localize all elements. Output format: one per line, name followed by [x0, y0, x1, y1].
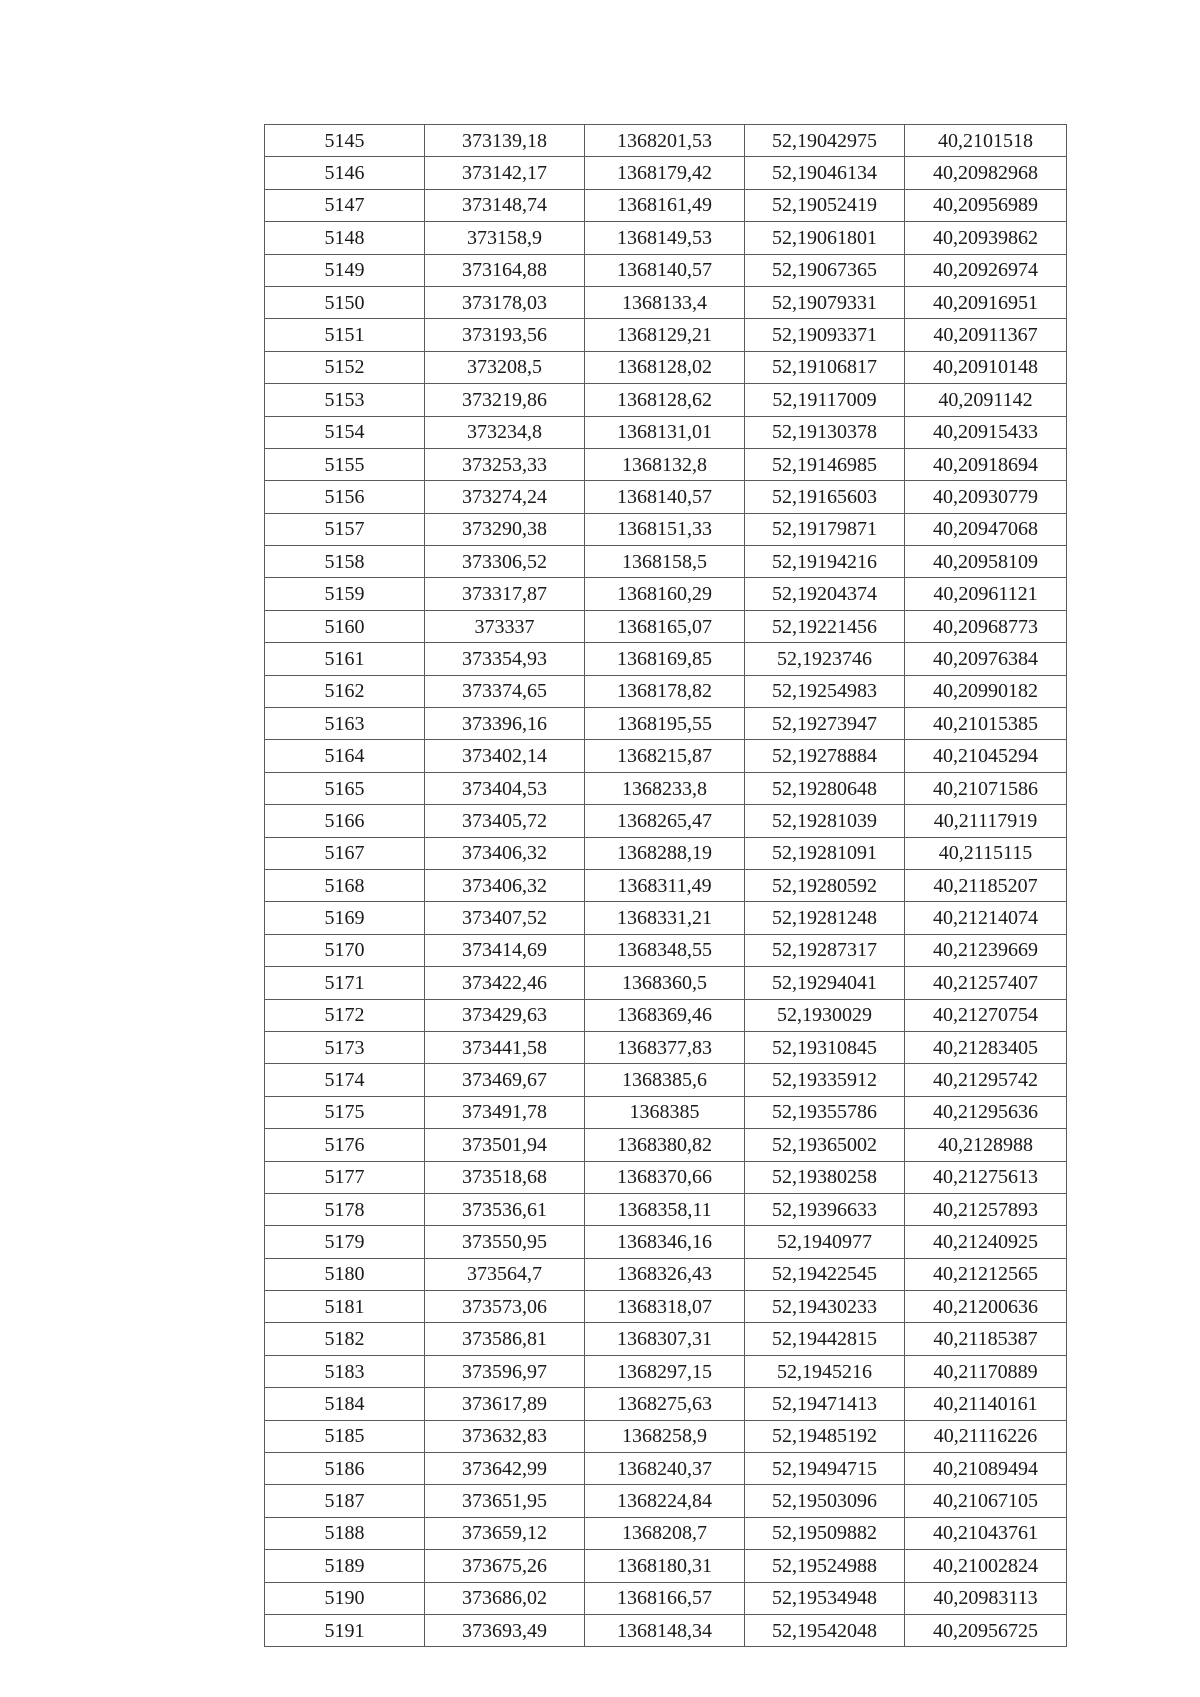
y-coordinate-cell: 1368128,62 [585, 384, 745, 416]
latitude-cell: 52,1923746 [745, 643, 905, 675]
y-coordinate-cell: 1368307,31 [585, 1323, 745, 1355]
x-coordinate-cell: 373686,02 [425, 1582, 585, 1614]
longitude-cell: 40,21071586 [905, 772, 1067, 804]
x-coordinate-cell: 373406,32 [425, 869, 585, 901]
point-number-cell: 5185 [265, 1420, 425, 1452]
latitude-cell: 52,19396633 [745, 1193, 905, 1225]
longitude-cell: 40,21275613 [905, 1161, 1067, 1193]
longitude-cell: 40,20916951 [905, 286, 1067, 318]
x-coordinate-cell: 373407,52 [425, 902, 585, 934]
latitude-cell: 52,1940977 [745, 1226, 905, 1258]
x-coordinate-cell: 373317,87 [425, 578, 585, 610]
table-row [265, 1064, 1067, 1096]
latitude-cell: 52,19494715 [745, 1453, 905, 1485]
table-row [265, 1096, 1067, 1128]
longitude-cell: 40,21185207 [905, 869, 1067, 901]
latitude-cell: 52,19146985 [745, 448, 905, 480]
table-row [265, 1291, 1067, 1323]
point-number-cell: 5164 [265, 740, 425, 772]
table-row [265, 1226, 1067, 1258]
longitude-cell: 40,21117919 [905, 805, 1067, 837]
x-coordinate-cell: 373354,93 [425, 643, 585, 675]
table-row [265, 999, 1067, 1031]
x-coordinate-cell: 373550,95 [425, 1226, 585, 1258]
latitude-cell: 52,19280592 [745, 869, 905, 901]
longitude-cell: 40,21214074 [905, 902, 1067, 934]
y-coordinate-cell: 1368149,53 [585, 222, 745, 254]
latitude-cell: 52,19106817 [745, 351, 905, 383]
longitude-cell: 40,20956725 [905, 1614, 1067, 1646]
latitude-cell: 52,19280648 [745, 772, 905, 804]
latitude-cell: 52,19310845 [745, 1031, 905, 1063]
y-coordinate-cell: 1368195,55 [585, 708, 745, 740]
y-coordinate-cell: 1368148,34 [585, 1614, 745, 1646]
longitude-cell: 40,20961121 [905, 578, 1067, 610]
y-coordinate-cell: 1368346,16 [585, 1226, 745, 1258]
latitude-cell: 52,19442815 [745, 1323, 905, 1355]
x-coordinate-cell: 373337 [425, 610, 585, 642]
x-coordinate-cell: 373573,06 [425, 1291, 585, 1323]
latitude-cell: 52,19471413 [745, 1388, 905, 1420]
x-coordinate-cell: 373491,78 [425, 1096, 585, 1128]
longitude-cell: 40,20926974 [905, 254, 1067, 286]
latitude-cell: 52,19165603 [745, 481, 905, 513]
longitude-cell: 40,2115115 [905, 837, 1067, 869]
x-coordinate-cell: 373675,26 [425, 1550, 585, 1582]
x-coordinate-cell: 373518,68 [425, 1161, 585, 1193]
point-number-cell: 5187 [265, 1485, 425, 1517]
table-row [265, 1129, 1067, 1161]
longitude-cell: 40,2091142 [905, 384, 1067, 416]
table-row [265, 1420, 1067, 1452]
table-row [265, 384, 1067, 416]
longitude-cell: 40,20976384 [905, 643, 1067, 675]
latitude-cell: 52,19273947 [745, 708, 905, 740]
x-coordinate-cell: 373632,83 [425, 1420, 585, 1452]
table-row [265, 222, 1067, 254]
latitude-cell: 52,19524988 [745, 1550, 905, 1582]
longitude-cell: 40,21295636 [905, 1096, 1067, 1128]
point-number-cell: 5149 [265, 254, 425, 286]
longitude-cell: 40,20956989 [905, 189, 1067, 221]
latitude-cell: 52,19046134 [745, 157, 905, 189]
point-number-cell: 5186 [265, 1453, 425, 1485]
latitude-cell: 52,19194216 [745, 546, 905, 578]
x-coordinate-cell: 373290,38 [425, 513, 585, 545]
point-number-cell: 5170 [265, 934, 425, 966]
latitude-cell: 52,19093371 [745, 319, 905, 351]
x-coordinate-cell: 373469,67 [425, 1064, 585, 1096]
longitude-cell: 40,21212565 [905, 1258, 1067, 1290]
point-number-cell: 5173 [265, 1031, 425, 1063]
y-coordinate-cell: 1368348,55 [585, 934, 745, 966]
point-number-cell: 5148 [265, 222, 425, 254]
x-coordinate-cell: 373404,53 [425, 772, 585, 804]
table-row [265, 546, 1067, 578]
point-number-cell: 5162 [265, 675, 425, 707]
point-number-cell: 5151 [265, 319, 425, 351]
point-number-cell: 5159 [265, 578, 425, 610]
point-number-cell: 5189 [265, 1550, 425, 1582]
latitude-cell: 52,19079331 [745, 286, 905, 318]
table-row [265, 416, 1067, 448]
y-coordinate-cell: 1368151,33 [585, 513, 745, 545]
point-number-cell: 5146 [265, 157, 425, 189]
latitude-cell: 52,1930029 [745, 999, 905, 1031]
table-row [265, 319, 1067, 351]
table-row [265, 1355, 1067, 1387]
x-coordinate-cell: 373402,14 [425, 740, 585, 772]
y-coordinate-cell: 1368201,53 [585, 125, 745, 157]
y-coordinate-cell: 1368240,37 [585, 1453, 745, 1485]
x-coordinate-cell: 373142,17 [425, 157, 585, 189]
x-coordinate-cell: 373374,65 [425, 675, 585, 707]
x-coordinate-cell: 373158,9 [425, 222, 585, 254]
longitude-cell: 40,21043761 [905, 1517, 1067, 1549]
coordinate-table-body [265, 125, 1067, 1647]
latitude-cell: 52,19509882 [745, 1517, 905, 1549]
point-number-cell: 5153 [265, 384, 425, 416]
latitude-cell: 52,19281091 [745, 837, 905, 869]
longitude-cell: 40,20911367 [905, 319, 1067, 351]
table-row [265, 157, 1067, 189]
point-number-cell: 5175 [265, 1096, 425, 1128]
x-coordinate-cell: 373651,95 [425, 1485, 585, 1517]
longitude-cell: 40,21270754 [905, 999, 1067, 1031]
x-coordinate-cell: 373208,5 [425, 351, 585, 383]
latitude-cell: 52,19380258 [745, 1161, 905, 1193]
latitude-cell: 52,19254983 [745, 675, 905, 707]
longitude-cell: 40,20910148 [905, 351, 1067, 383]
latitude-cell: 52,19430233 [745, 1291, 905, 1323]
table-row [265, 1453, 1067, 1485]
table-row [265, 902, 1067, 934]
table-row [265, 1550, 1067, 1582]
point-number-cell: 5183 [265, 1355, 425, 1387]
longitude-cell: 40,21015385 [905, 708, 1067, 740]
longitude-cell: 40,21200636 [905, 1291, 1067, 1323]
longitude-cell: 40,20990182 [905, 675, 1067, 707]
longitude-cell: 40,21170889 [905, 1355, 1067, 1387]
table-row [265, 513, 1067, 545]
latitude-cell: 52,19281248 [745, 902, 905, 934]
y-coordinate-cell: 1368180,31 [585, 1550, 745, 1582]
table-row [265, 578, 1067, 610]
y-coordinate-cell: 1368326,43 [585, 1258, 745, 1290]
y-coordinate-cell: 1368360,5 [585, 967, 745, 999]
y-coordinate-cell: 1368160,29 [585, 578, 745, 610]
y-coordinate-cell: 1368370,66 [585, 1161, 745, 1193]
point-number-cell: 5165 [265, 772, 425, 804]
longitude-cell: 40,21089494 [905, 1453, 1067, 1485]
table-row [265, 643, 1067, 675]
point-number-cell: 5158 [265, 546, 425, 578]
y-coordinate-cell: 1368233,8 [585, 772, 745, 804]
longitude-cell: 40,20918694 [905, 448, 1067, 480]
y-coordinate-cell: 1368169,85 [585, 643, 745, 675]
table-row [265, 1582, 1067, 1614]
table-row [265, 805, 1067, 837]
point-number-cell: 5174 [265, 1064, 425, 1096]
table-row [265, 708, 1067, 740]
point-number-cell: 5147 [265, 189, 425, 221]
latitude-cell: 52,19061801 [745, 222, 905, 254]
y-coordinate-cell: 1368331,21 [585, 902, 745, 934]
y-coordinate-cell: 1368318,07 [585, 1291, 745, 1323]
y-coordinate-cell: 1368275,63 [585, 1388, 745, 1420]
table-row [265, 1485, 1067, 1517]
y-coordinate-cell: 1368128,02 [585, 351, 745, 383]
y-coordinate-cell: 1368140,57 [585, 254, 745, 286]
latitude-cell: 52,19204374 [745, 578, 905, 610]
longitude-cell: 40,2128988 [905, 1129, 1067, 1161]
point-number-cell: 5176 [265, 1129, 425, 1161]
table-row [265, 1323, 1067, 1355]
x-coordinate-cell: 373164,88 [425, 254, 585, 286]
x-coordinate-cell: 373642,99 [425, 1453, 585, 1485]
point-number-cell: 5180 [265, 1258, 425, 1290]
y-coordinate-cell: 1368179,42 [585, 157, 745, 189]
latitude-cell: 52,19221456 [745, 610, 905, 642]
longitude-cell: 40,21002824 [905, 1550, 1067, 1582]
y-coordinate-cell: 1368178,82 [585, 675, 745, 707]
latitude-cell: 52,19542048 [745, 1614, 905, 1646]
x-coordinate-cell: 373564,7 [425, 1258, 585, 1290]
point-number-cell: 5188 [265, 1517, 425, 1549]
point-number-cell: 5154 [265, 416, 425, 448]
point-number-cell: 5150 [265, 286, 425, 318]
table-row [265, 1517, 1067, 1549]
point-number-cell: 5169 [265, 902, 425, 934]
longitude-cell: 40,20958109 [905, 546, 1067, 578]
latitude-cell: 52,19335912 [745, 1064, 905, 1096]
y-coordinate-cell: 1368161,49 [585, 189, 745, 221]
table-row [265, 125, 1067, 157]
x-coordinate-cell: 373193,56 [425, 319, 585, 351]
y-coordinate-cell: 1368358,11 [585, 1193, 745, 1225]
longitude-cell: 40,20982968 [905, 157, 1067, 189]
longitude-cell: 40,20983113 [905, 1582, 1067, 1614]
x-coordinate-cell: 373693,49 [425, 1614, 585, 1646]
point-number-cell: 5181 [265, 1291, 425, 1323]
table-row [265, 1388, 1067, 1420]
x-coordinate-cell: 373441,58 [425, 1031, 585, 1063]
x-coordinate-cell: 373396,16 [425, 708, 585, 740]
longitude-cell: 40,21045294 [905, 740, 1067, 772]
longitude-cell: 40,21295742 [905, 1064, 1067, 1096]
latitude-cell: 52,19130378 [745, 416, 905, 448]
table-row [265, 481, 1067, 513]
x-coordinate-cell: 373501,94 [425, 1129, 585, 1161]
point-number-cell: 5156 [265, 481, 425, 513]
latitude-cell: 52,19067365 [745, 254, 905, 286]
y-coordinate-cell: 1368215,87 [585, 740, 745, 772]
point-number-cell: 5168 [265, 869, 425, 901]
latitude-cell: 52,19365002 [745, 1129, 905, 1161]
longitude-cell: 40,20915433 [905, 416, 1067, 448]
latitude-cell: 52,19294041 [745, 967, 905, 999]
table-row [265, 1258, 1067, 1290]
x-coordinate-cell: 373234,8 [425, 416, 585, 448]
longitude-cell: 40,21239669 [905, 934, 1067, 966]
y-coordinate-cell: 1368377,83 [585, 1031, 745, 1063]
table-row [265, 837, 1067, 869]
y-coordinate-cell: 1368265,47 [585, 805, 745, 837]
table-row [265, 934, 1067, 966]
y-coordinate-cell: 1368385,6 [585, 1064, 745, 1096]
latitude-cell: 52,19485192 [745, 1420, 905, 1452]
x-coordinate-cell: 373659,12 [425, 1517, 585, 1549]
point-number-cell: 5177 [265, 1161, 425, 1193]
point-number-cell: 5161 [265, 643, 425, 675]
table-row [265, 740, 1067, 772]
latitude-cell: 52,19287317 [745, 934, 905, 966]
point-number-cell: 5171 [265, 967, 425, 999]
y-coordinate-cell: 1368380,82 [585, 1129, 745, 1161]
longitude-cell: 40,21116226 [905, 1420, 1067, 1452]
table-row [265, 1614, 1067, 1646]
x-coordinate-cell: 373219,86 [425, 384, 585, 416]
y-coordinate-cell: 1368165,07 [585, 610, 745, 642]
table-row [265, 967, 1067, 999]
table-row [265, 1193, 1067, 1225]
point-number-cell: 5145 [265, 125, 425, 157]
point-number-cell: 5157 [265, 513, 425, 545]
table-row [265, 189, 1067, 221]
table-row [265, 254, 1067, 286]
point-number-cell: 5172 [265, 999, 425, 1031]
x-coordinate-cell: 373536,61 [425, 1193, 585, 1225]
x-coordinate-cell: 373253,33 [425, 448, 585, 480]
point-number-cell: 5152 [265, 351, 425, 383]
longitude-cell: 40,20968773 [905, 610, 1067, 642]
y-coordinate-cell: 1368129,21 [585, 319, 745, 351]
y-coordinate-cell: 1368258,9 [585, 1420, 745, 1452]
y-coordinate-cell: 1368208,7 [585, 1517, 745, 1549]
x-coordinate-cell: 373422,46 [425, 967, 585, 999]
table-row [265, 1161, 1067, 1193]
latitude-cell: 52,19278884 [745, 740, 905, 772]
longitude-cell: 40,21140161 [905, 1388, 1067, 1420]
point-number-cell: 5163 [265, 708, 425, 740]
latitude-cell: 52,19117009 [745, 384, 905, 416]
latitude-cell: 52,19052419 [745, 189, 905, 221]
y-coordinate-cell: 1368288,19 [585, 837, 745, 869]
x-coordinate-cell: 373617,89 [425, 1388, 585, 1420]
y-coordinate-cell: 1368132,8 [585, 448, 745, 480]
longitude-cell: 40,21257893 [905, 1193, 1067, 1225]
x-coordinate-cell: 373429,63 [425, 999, 585, 1031]
point-number-cell: 5182 [265, 1323, 425, 1355]
x-coordinate-cell: 373148,74 [425, 189, 585, 221]
table-row [265, 351, 1067, 383]
point-number-cell: 5160 [265, 610, 425, 642]
latitude-cell: 52,19042975 [745, 125, 905, 157]
longitude-cell: 40,20947068 [905, 513, 1067, 545]
longitude-cell: 40,21283405 [905, 1031, 1067, 1063]
y-coordinate-cell: 1368166,57 [585, 1582, 745, 1614]
longitude-cell: 40,20930779 [905, 481, 1067, 513]
x-coordinate-cell: 373306,52 [425, 546, 585, 578]
table-row [265, 1031, 1067, 1063]
point-number-cell: 5184 [265, 1388, 425, 1420]
y-coordinate-cell: 1368140,57 [585, 481, 745, 513]
x-coordinate-cell: 373405,72 [425, 805, 585, 837]
coordinate-table [264, 124, 1067, 1647]
latitude-cell: 52,1945216 [745, 1355, 905, 1387]
longitude-cell: 40,21067105 [905, 1485, 1067, 1517]
point-number-cell: 5178 [265, 1193, 425, 1225]
x-coordinate-cell: 373596,97 [425, 1355, 585, 1387]
x-coordinate-cell: 373178,03 [425, 286, 585, 318]
longitude-cell: 40,20939862 [905, 222, 1067, 254]
x-coordinate-cell: 373139,18 [425, 125, 585, 157]
longitude-cell: 40,21240925 [905, 1226, 1067, 1258]
table-row [265, 772, 1067, 804]
x-coordinate-cell: 373586,81 [425, 1323, 585, 1355]
latitude-cell: 52,19503096 [745, 1485, 905, 1517]
x-coordinate-cell: 373414,69 [425, 934, 585, 966]
latitude-cell: 52,19422545 [745, 1258, 905, 1290]
table-row [265, 869, 1067, 901]
longitude-cell: 40,21257407 [905, 967, 1067, 999]
table-row [265, 675, 1067, 707]
x-coordinate-cell: 373406,32 [425, 837, 585, 869]
y-coordinate-cell: 1368311,49 [585, 869, 745, 901]
point-number-cell: 5190 [265, 1582, 425, 1614]
y-coordinate-cell: 1368297,15 [585, 1355, 745, 1387]
longitude-cell: 40,2101518 [905, 125, 1067, 157]
point-number-cell: 5167 [265, 837, 425, 869]
y-coordinate-cell: 1368131,01 [585, 416, 745, 448]
x-coordinate-cell: 373274,24 [425, 481, 585, 513]
y-coordinate-cell: 1368224,84 [585, 1485, 745, 1517]
table-row [265, 610, 1067, 642]
longitude-cell: 40,21185387 [905, 1323, 1067, 1355]
point-number-cell: 5155 [265, 448, 425, 480]
y-coordinate-cell: 1368369,46 [585, 999, 745, 1031]
latitude-cell: 52,19355786 [745, 1096, 905, 1128]
latitude-cell: 52,19534948 [745, 1582, 905, 1614]
latitude-cell: 52,19179871 [745, 513, 905, 545]
y-coordinate-cell: 1368158,5 [585, 546, 745, 578]
y-coordinate-cell: 1368385 [585, 1096, 745, 1128]
latitude-cell: 52,19281039 [745, 805, 905, 837]
y-coordinate-cell: 1368133,4 [585, 286, 745, 318]
point-number-cell: 5179 [265, 1226, 425, 1258]
table-row [265, 448, 1067, 480]
point-number-cell: 5166 [265, 805, 425, 837]
table-row [265, 286, 1067, 318]
point-number-cell: 5191 [265, 1614, 425, 1646]
